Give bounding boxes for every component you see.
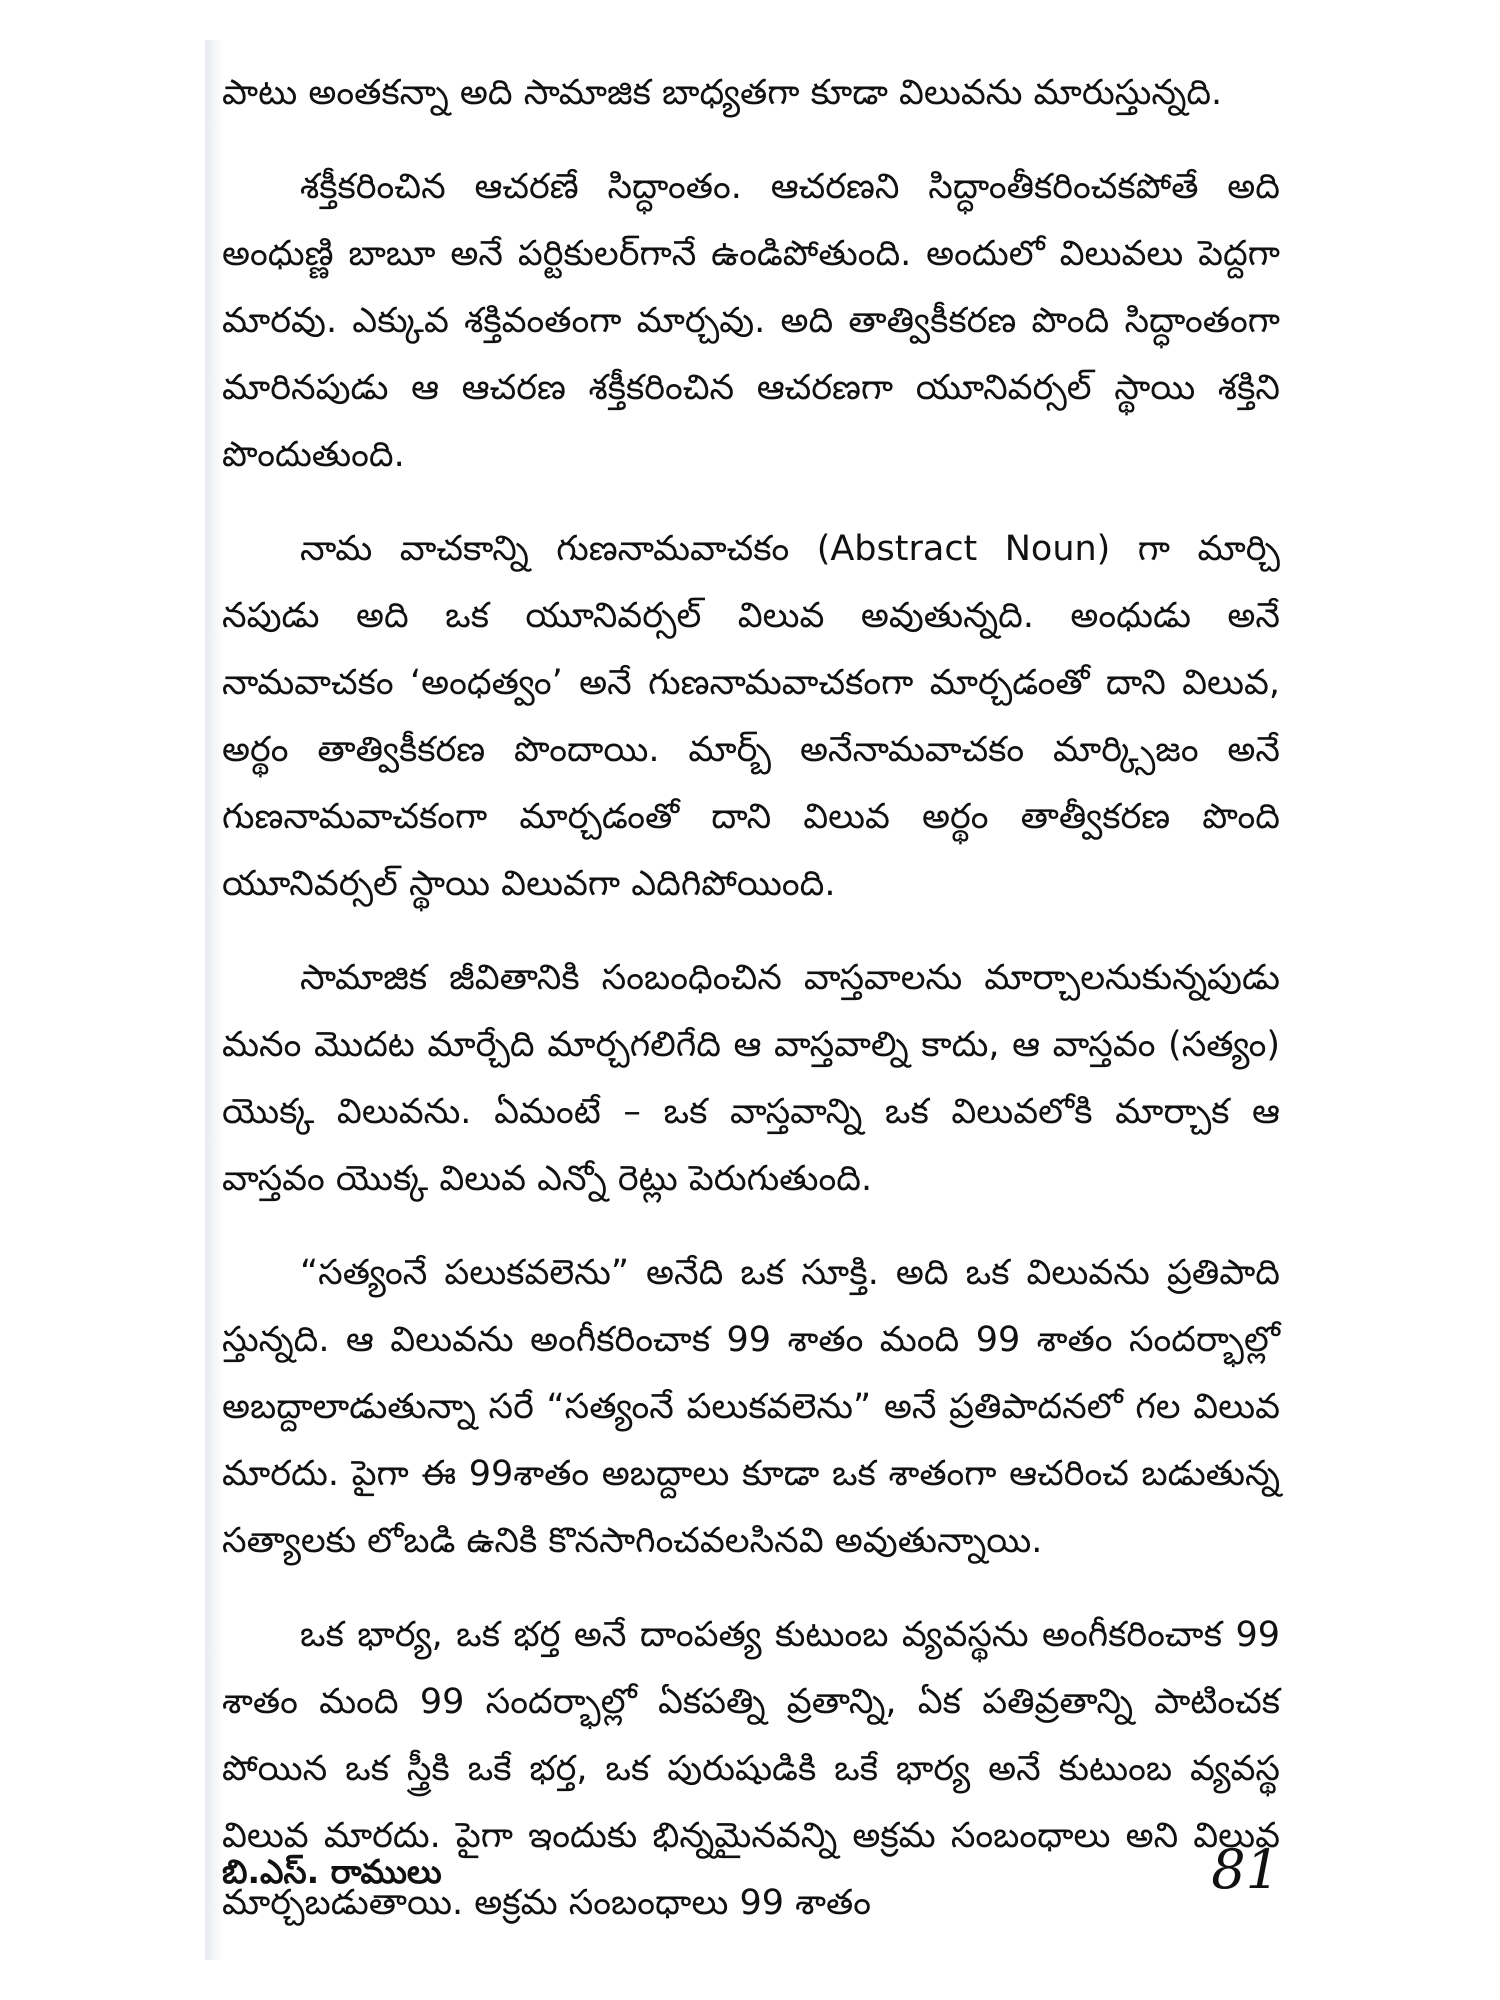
body-text (222, 60, 1280, 1964)
paragraph: నామ వాచకాన్ని గుణనామవాచకం (Abstract Noun) గా మార్చి నపుడు అది ఒక యూనివర్సల్ విలువ అవుతున్నది. అంధుడు అనే నామవాచకం ‘అంధత్వం’ అనే గుణనామవాచకంగా మార్చడంతో దాని విలువ, అర్థం తాత్వికీకరణ పొందాయి. మార్బ్ అనేనామవాచకం మార్క్సిజం అనే గుణనామవాచకంగా మార్చడంతో దాని విలువ అర్థం తాత్వీకరణ పొంది యూనివర్సల్ స్థాయి విలువగా ఎదిగిపోయింది. (222, 529, 1280, 904)
paragraph: ఒక భార్య, ఒక భర్త అనే దాంపత్య కుటుంబ వ్యవస్థను అంగీకరించాక 99 శాతం మంది 99 సందర్భాల్లో ఏకపత్ని వ్రతాన్ని, ఏక పతివ్రతాన్ని పాటించక పోయిన ఒక స్త్రీకి ఒకే భర్త, ఒక పురుషుడికి ఒకే భార్య అనే కుటుంబ వ్యవస్థ విలువ మారదు. పైగా ఇందుకు భిన్నమైనవన్ని అక్రమ సంబంధాలు అని విలువ మార్చబడుతాయి. అక్రమ సంబంధాలు 99 శాతం (222, 1615, 1280, 1923)
paragraph: “సత్యంనే పలుకవలెను” అనేది ఒక సూక్తి. అది ఒక విలువను ప్రతిపాది స్తున్నది. ఆ విలువను అంగీకరించాక 99 శాతం మంది 99 శాతం సందర్భాల్లో అబద్దాలాడుతున్నా సరే “సత్యంనే పలుకవలెను” అనే ప్రతిపాదనలో గల విలువ మారదు. పైగా ఈ 99శాతం అబద్దాలు కూడా ఒక శాతంగా ఆచరించ బడుతున్న సత్యాలకు లోబడి ఉనికి కొనసాగించవలసినవి అవుతున్నాయి. (222, 1253, 1280, 1561)
page-number: 81 (1211, 1838, 1280, 1901)
author-name: బి.ఎస్. రాములు (222, 1852, 442, 1891)
paragraph-continuation: పాటు అంతకన్నా అది సామాజిక బాధ్యతగా కూడా విలువను మారుస్తున్నది. (222, 73, 1223, 113)
page-footer (222, 1838, 1280, 1908)
binding-gutter (205, 40, 223, 1960)
paragraph: శక్తీకరించిన ఆచరణే సిద్ధాంతం. ఆచరణని సిద్ధాంతీకరించకపోతే అది అంధుణ్ణి బాబూ అనే పర్టికులర్‌గానే ఉండిపోతుంది. అందులో విలువలు పెద్దగా మారవు. ఎక్కువ శక్తివంతంగా మార్చవు. అది తాత్వికీకరణ పొంది సిద్ధాంతంగా మారినపుడు ఆ ఆచరణ శక్తీకరించిన ఆచరణగా యూనివర్సల్ స్థాయి శక్తిని పొందుతుంది. (222, 167, 1280, 475)
paragraph: సామాజిక జీవితానికి సంబంధించిన వాస్తవాలను మార్చాలనుకున్నపుడు మనం మొదట మార్చేది మార్చగలిగేది ఆ వాస్తవాల్ని కాదు, ఆ వాస్తవం (సత్యం) యొక్క విలువను. ఏమంటే – ఒక వాస్తవాన్ని ఒక విలువలోకి మార్చాక ఆ వాస్తవం యొక్క విలువ ఎన్నో రెట్లు పెరుగుతుంది. (222, 958, 1280, 1199)
